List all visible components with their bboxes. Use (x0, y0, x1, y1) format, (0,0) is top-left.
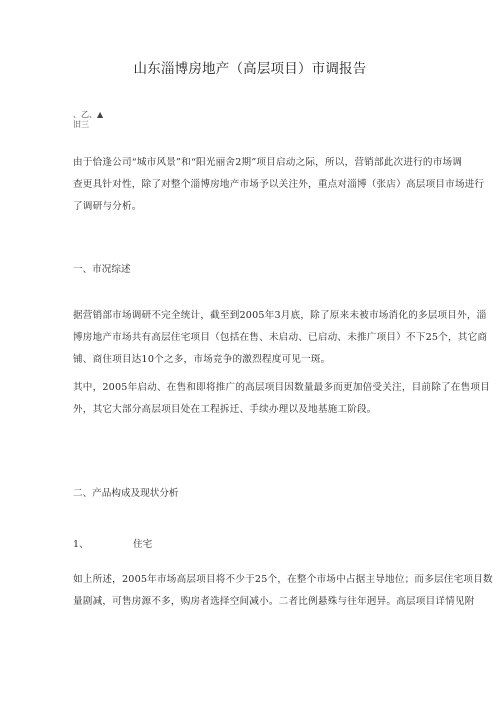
section1-paragraph-1 (73, 305, 488, 371)
page-title: 山东淄博房地产（高层项目）市调报告 (133, 61, 367, 77)
preface-marks (73, 110, 103, 130)
paragraph-line: 铺、商住项目达10个之多，市场竞争的激烈程度可见一斑。 (73, 354, 331, 365)
intro-paragraph (73, 152, 485, 218)
section-heading: 一、市况综述 (73, 264, 131, 275)
paragraph-line: 由于恰逢公司“城市风景”和“阳光丽舍2期”项目启动之际，所以，营销部此次进行的市场调 (73, 157, 463, 168)
paragraph-line: 外，其它大部分高层项目处在工程拆迁、手续办理以及地基施工阶段。 (73, 404, 377, 415)
subsection-number: 1、 (73, 539, 89, 550)
subsection-heading (73, 538, 152, 552)
paragraph-line: 量剧减，可售房源不多，购房者选择空间减小。二者比例悬殊与往年迥异。高层项目详情见附 (73, 596, 475, 607)
section2-paragraph-1 (73, 569, 493, 613)
paragraph-line: 博房地产市场共有高层住宅项目（包括在售、未启动、已启动、未推广项目）不下25个，其它商 (73, 332, 488, 343)
paragraph-line: 了调研与分析。 (73, 201, 142, 212)
paragraph-line: 其中，2005年启动、在售和即将推广的高层项目因数量最多而更加倍受关注，目前除了在售项目 (73, 382, 490, 393)
preface-line: 、乙、▲ (73, 110, 104, 119)
section-heading: 二、产品构成及现状分析 (73, 488, 179, 499)
paragraph-line: 查更具针对性，除了对整个淄博房地产市场予以关注外，重点对淄博（张店）高层项目市场进行 (73, 179, 485, 190)
section1-paragraph-2 (73, 377, 490, 421)
paragraph-line: 如上所述，2005年市场高层项目将不少于25个，在整个市场中占据主导地位；而多层住宅项目数 (73, 574, 493, 585)
preface-line: 旧三 (73, 120, 89, 129)
paragraph-line: 据营销部市场调研不完全统计，截至到2005年3月底，除了原来未被市场消化的多层项目外，淄 (73, 310, 487, 321)
subsection-label: 住宅 (133, 539, 153, 550)
